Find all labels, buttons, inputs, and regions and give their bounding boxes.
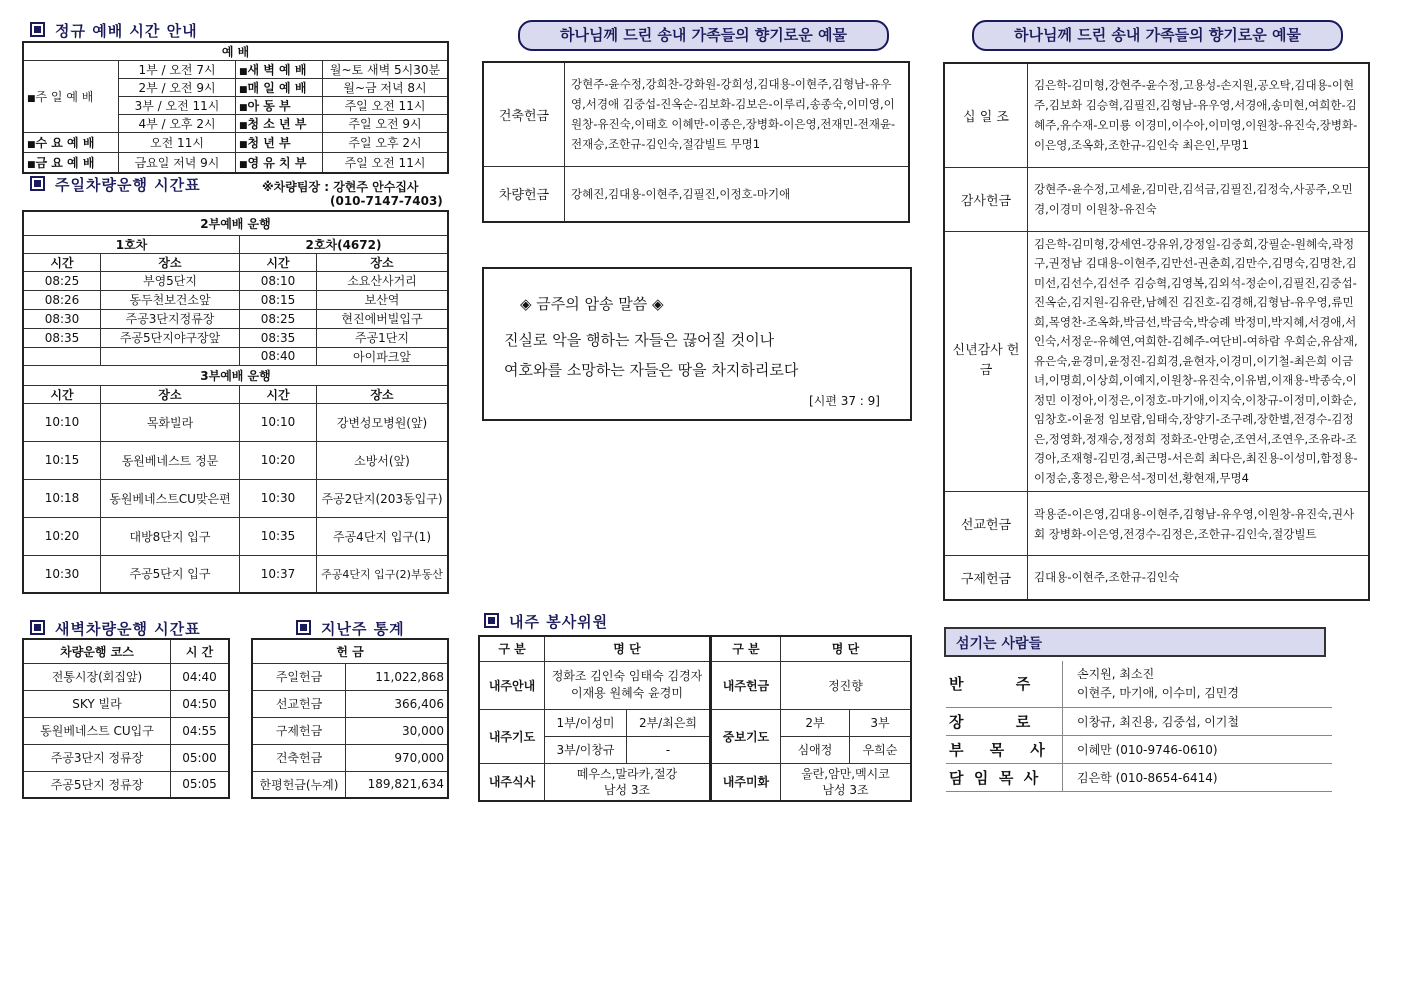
stats-amount: 11,022,868: [346, 663, 449, 690]
col-time: 시간: [240, 385, 317, 403]
bus-place: 주공4단지 입구(2)부동산: [317, 555, 449, 593]
vol-names: 떼우스,말라카,절강 남성 3조: [545, 763, 711, 801]
offering-names: 곽용준-이은영,김대용-이현주,김형남-유우영,이원창-유진숙,권사회 장병화-이은영,전경수-김정은,조한규-김인숙,절강빌트: [1028, 492, 1370, 556]
offering-label: 신년감사 헌금: [944, 231, 1028, 492]
offering-label: 감사헌금: [944, 167, 1028, 231]
vol-inter-header: 2부: [780, 709, 849, 736]
verse-line2: 여호와를 소망하는 자들은 땅을 차지하리로다: [504, 361, 799, 379]
bus-time: 10:10: [23, 403, 101, 441]
col-time: 시 간: [171, 639, 230, 663]
bus-place: 주공1단지: [317, 328, 449, 347]
dawn-title-text: 새벽차량운행 시간표: [55, 620, 201, 638]
vol-prayer: 2부/최은희: [627, 709, 711, 736]
worship-when: 월~토 새벽 5시30분: [323, 61, 449, 79]
vol-names: 정화조 김인숙 임태숙 김경자 이재용 원혜숙 윤경미: [545, 661, 711, 709]
verse-line1: 진실로 악을 행하는 자들은 끊어질 것이나: [504, 331, 775, 349]
worship-name-text: 아 동 부: [247, 99, 291, 113]
bus-time: 08:40: [240, 347, 317, 365]
vol-names: 정진향: [780, 661, 911, 709]
dawn-time: 05:00: [171, 744, 230, 771]
verse-title: ◈ 금주의 암송 말씀 ◈: [520, 295, 664, 313]
sunday-label-text: 주 일 예 배: [35, 90, 94, 104]
square-bullet-icon: [484, 613, 499, 628]
bus-place: 동원베네스트CU맞은편: [101, 479, 240, 517]
dawn-time: 04:40: [171, 663, 230, 690]
dawn-table: [22, 638, 230, 799]
stats-label: 주일헌금: [252, 663, 346, 690]
stats-label: 건축헌금: [252, 744, 346, 771]
vol-inter-name: 심애정: [780, 736, 849, 763]
stats-label: 선교헌금: [252, 690, 346, 717]
dawn-time: 04:55: [171, 717, 230, 744]
worship-name-text: 새 벽 예 배: [247, 63, 307, 77]
col-place: 장소: [101, 253, 240, 271]
servant-role: 담 임 목 사: [946, 763, 1063, 791]
worship-time: 오전 11시: [119, 133, 236, 153]
square-bullet-icon: [30, 176, 45, 191]
square-bullet-icon: [296, 620, 311, 635]
servant-role: 부 목 사: [946, 735, 1063, 763]
stats-label: 구제헌금: [252, 717, 346, 744]
col-names: 명 단: [780, 636, 911, 661]
bus-place: 소방서(앞): [317, 441, 449, 479]
servant-role: 장 로: [946, 707, 1063, 735]
offering-names: 강현주-윤수정,강희찬-강화원-강희성,김대용-이현주,김형남-유우영,서경애 김중섭-진옥순-김보화-김보은-이루리,송종숙,이미영,이원창-유진숙,이태호 이혜만-이종은,장병화-이은영,전재민-전재윤-전재승,조한규-김인숙,절감빌트 무명1: [565, 62, 910, 166]
bus-time: 08:30: [23, 309, 101, 328]
offering-names: 김대용-이현주,조한규-김인숙: [1028, 556, 1370, 600]
offering-names: 강현주-윤수정,고세윤,김미란,김석금,김필진,김정숙,사공주,오민경,이경미 이원창-유진숙: [1028, 167, 1370, 231]
dawn-course: SKY 빌라: [23, 690, 171, 717]
car2-header: 2호차(4672): [240, 235, 449, 253]
vol-label: 내주안내: [479, 661, 545, 709]
col-division: 구 분: [479, 636, 545, 661]
stats-amount: 189,821,634: [346, 771, 449, 798]
servant-names: 김은학 (010-8654-6414): [1063, 763, 1333, 791]
stats-section-title: [296, 618, 405, 639]
worship-name-text: 청 년 부: [247, 136, 291, 150]
col-time: 시간: [240, 253, 317, 271]
servant-names: 이혜만 (010-9746-0610): [1063, 735, 1333, 763]
worship-name: ■영 유 치 부: [236, 153, 323, 173]
col-place: 장소: [101, 385, 240, 403]
worship-when: 주일 오전 11시: [323, 97, 449, 115]
worship-label-text: 금 요 예 배: [35, 155, 95, 170]
worship-title-text: 정규 예배 시간 안내: [55, 22, 198, 40]
bus-time: 08:10: [240, 271, 317, 290]
worship-when: 주일 오후 2시: [323, 133, 449, 153]
bus-time: 10:10: [240, 403, 317, 441]
worship-when: 주일 오전 9시: [323, 115, 449, 133]
offering-names: 김은학-김미형,강현주-윤수정,고용성-손지원,공오탁,김대용-이현주,김보화 김승혁,김필진,김형남-유우영,서경애,송미현,여희한-김혜주,유수재-오미룡 이경미,이수아,이미영,이원창-유진숙,장병화-이은영,조옥화,조한규-김인숙 최은인,무명1: [1028, 63, 1370, 167]
verse-reference: [시편 37 : 9]: [809, 394, 880, 408]
offering-label: 십 일 조: [944, 63, 1028, 167]
worship-time: 금요일 저녁 9시: [119, 153, 236, 173]
volunteers-title-text: 내주 봉사위원: [509, 613, 609, 631]
bus-time: 08:35: [240, 328, 317, 347]
worship-name: ■매 일 예 배: [236, 79, 323, 97]
bus-place: 대방8단지 입구: [101, 517, 240, 555]
col-place: 장소: [317, 385, 449, 403]
square-bullet-icon: [30, 22, 45, 37]
bus-place: 동원베네스트 정문: [101, 441, 240, 479]
offering-label: 차량헌금: [483, 166, 565, 222]
worship-name-text: 청 소 년 부: [247, 117, 307, 131]
bus-place: 주공4단지 입구(1): [317, 517, 449, 555]
bus-time: 10:20: [240, 441, 317, 479]
stats-amount: 970,000: [346, 744, 449, 771]
bus-time: 10:20: [23, 517, 101, 555]
stats-header: 헌 금: [252, 639, 448, 663]
worship-section-title: [30, 20, 198, 41]
worship-table: [22, 41, 449, 174]
offering-left-title: 하나님께 드린 송내 가족들의 향기로운 예물: [518, 20, 889, 51]
dawn-course: 주공5단지 정류장: [23, 771, 171, 798]
worship-time: 2부 / 오전 9시: [119, 79, 236, 97]
vol-prayer: -: [627, 736, 711, 763]
bus-time: 10:15: [23, 441, 101, 479]
bus-place: 목화빌라: [101, 403, 240, 441]
bus-place: 현진에버빌입구: [317, 309, 449, 328]
verse-box: [482, 267, 912, 421]
dawn-course: 주공3단지 정류장: [23, 744, 171, 771]
worship-name: ■청 년 부: [236, 133, 323, 153]
stats-amount: 366,406: [346, 690, 449, 717]
stats-table: [251, 638, 449, 799]
col-time: 시간: [23, 385, 101, 403]
worship-time: 3부 / 오전 11시: [119, 97, 236, 115]
offering-label: 건축헌금: [483, 62, 565, 166]
dawn-section-title: [30, 618, 201, 639]
bus-time: 08:25: [240, 309, 317, 328]
servants-header-box: [944, 627, 1326, 657]
bus-time: 10:35: [240, 517, 317, 555]
offering-left-table: [482, 61, 910, 223]
bus-place: 동두천보건소앞: [101, 290, 240, 309]
vol-names: 울란,암만,멕시코 남성 3조: [780, 763, 911, 801]
servant-names: 이창규, 최진용, 김중섭, 이기철: [1063, 707, 1333, 735]
vol-inter-name: 우희순: [849, 736, 911, 763]
col-time: 시간: [23, 253, 101, 271]
col-division: 구 분: [710, 636, 780, 661]
bus-place: 주공5단지 입구: [101, 555, 240, 593]
stats-amount: 30,000: [346, 717, 449, 744]
worship-when: 주일 오전 11시: [323, 153, 449, 173]
bus-time: 10:37: [240, 555, 317, 593]
volunteers-table: [478, 635, 912, 802]
offering-label: 선교헌금: [944, 492, 1028, 556]
stats-label: 한평헌금(누계): [252, 771, 346, 798]
worship-name: ■청 소 년 부: [236, 115, 323, 133]
bus-leader: ※차량팀장 : 강현주 안수집사: [262, 180, 419, 194]
vol-label: 중보기도: [710, 709, 780, 763]
offering-label: 구제헌금: [944, 556, 1028, 600]
bus-place: 부영5단지: [101, 271, 240, 290]
bus-table: [22, 210, 449, 594]
dawn-course: 전통시장(회집앞): [23, 663, 171, 690]
col-names: 명 단: [545, 636, 711, 661]
worship-name-text: 영 유 치 부: [247, 155, 307, 170]
worship-name: ■새 벽 예 배: [236, 61, 323, 79]
dawn-time: 05:05: [171, 771, 230, 798]
bus-place: [101, 347, 240, 365]
servants-title: 섬기는 사람들: [956, 636, 1043, 652]
servant-names: 손지원, 최소진 이현주, 마기애, 이수미, 김민경: [1063, 661, 1333, 707]
bus-time: 08:25: [23, 271, 101, 290]
car1-header: 1호차: [23, 235, 240, 253]
bus-time: 10:30: [23, 555, 101, 593]
sunday-label: ■주 일 예 배: [23, 61, 119, 133]
vol-prayer: 1부/이성미: [545, 709, 627, 736]
vol-label: 내주헌금: [710, 661, 780, 709]
volunteers-section-title: [484, 611, 608, 632]
col-course: 차량운행 코스: [23, 639, 171, 663]
servant-role: 반 주: [946, 661, 1063, 707]
vol-label: 내주기도: [479, 709, 545, 763]
vol-label: 내주식사: [479, 763, 545, 801]
worship-when: 월~금 저녁 8시: [323, 79, 449, 97]
bus-place: 강변성모병원(앞): [317, 403, 449, 441]
bus-time: [23, 347, 101, 365]
offering-names: 강혜진,김대용-이현주,김필진,이정호-마기애: [565, 166, 910, 222]
bus-place: 주공2단지(203동입구): [317, 479, 449, 517]
offering-right-title: 하나님께 드린 송내 가족들의 향기로운 예물: [972, 20, 1343, 51]
bus-place: 보산역: [317, 290, 449, 309]
bus-time: 08:35: [23, 328, 101, 347]
worship-time: 1부 / 오전 7시: [119, 61, 236, 79]
bus-title-text: 주일차량운행 시간표: [55, 176, 201, 194]
worship-time: 4부 / 오후 2시: [119, 115, 236, 133]
worship-name-text: 매 일 예 배: [247, 81, 307, 95]
offering-right-table: [943, 62, 1370, 601]
col-place: 장소: [317, 253, 449, 271]
dawn-course: 동원베네스트 CU입구: [23, 717, 171, 744]
bus-place: 주공3단지정류장: [101, 309, 240, 328]
bus-time: 10:18: [23, 479, 101, 517]
worship-name: ■아 동 부: [236, 97, 323, 115]
vol-inter-header: 3부: [849, 709, 911, 736]
bus-time: 10:30: [240, 479, 317, 517]
bus-section-title: [30, 174, 201, 195]
worship-label-text: 수 요 예 배: [35, 136, 95, 150]
vol-label: 내주미화: [710, 763, 780, 801]
worship-header: 예 배: [23, 42, 448, 61]
bus-place: 소요산사거리: [317, 271, 449, 290]
vol-prayer: 3부/이창규: [545, 736, 627, 763]
servants-table: [946, 661, 1332, 792]
bus-place: 주공5단지야구장앞: [101, 328, 240, 347]
worship-label: ■수 요 예 배: [23, 133, 119, 153]
dawn-time: 04:50: [171, 690, 230, 717]
bus-time: 08:26: [23, 290, 101, 309]
stats-title-text: 지난주 통계: [321, 620, 405, 638]
service2-header: 2부예배 운행: [23, 211, 448, 235]
service3-header: 3부예배 운행: [23, 365, 448, 385]
offering-names: 김은학-김미형,강세연-강유위,강정일-김중희,강필순-원혜숙,곽정구,권정남 김대용-이현주,김만선-권춘희,김만수,김명숙,김명찬,김미선,김선수,김선주 김승혁,김영복,김외석-정순이,김필진,김중섭-진옥순,김지원-김유란,남혜진 김진호-김경해,김형남-유우영,류민희,목영찬-조옥화,박금선,박금숙,박승례 박정미,박지혜,서경애,서인숙,서정운-유혜연,여희한-김혜주-여단비-여하람 우희순,유삼재,유은숙,윤경미,윤정진-김희경,윤현자,이경미,이기철-최은희 이금녀,이명희,이상희,이예지,이원창-유진숙,이유범,이재용-박종숙,이정민 이정아,이정은,이정호-마기애,이지숙,이창규-이정미,이화순,임창호-이윤정 임보람,임태숙,장양기-조구례,장한별,전경수-김정은,정영화,정재승,정정희 정화조-안명순,조연서,조연우,조유라-조경아,조재형-김민경,최근명-서은희 최다은,최진용-이성미,함정용-이정순,홍정은,황은석-정미선,황현재,무명4: [1028, 231, 1370, 492]
bus-time: 08:15: [240, 290, 317, 309]
bus-place: 아이파크앞: [317, 347, 449, 365]
bus-phone: (010-7147-7403): [330, 194, 443, 208]
square-bullet-icon: [30, 620, 45, 635]
worship-label: ■금 요 예 배: [23, 153, 119, 173]
